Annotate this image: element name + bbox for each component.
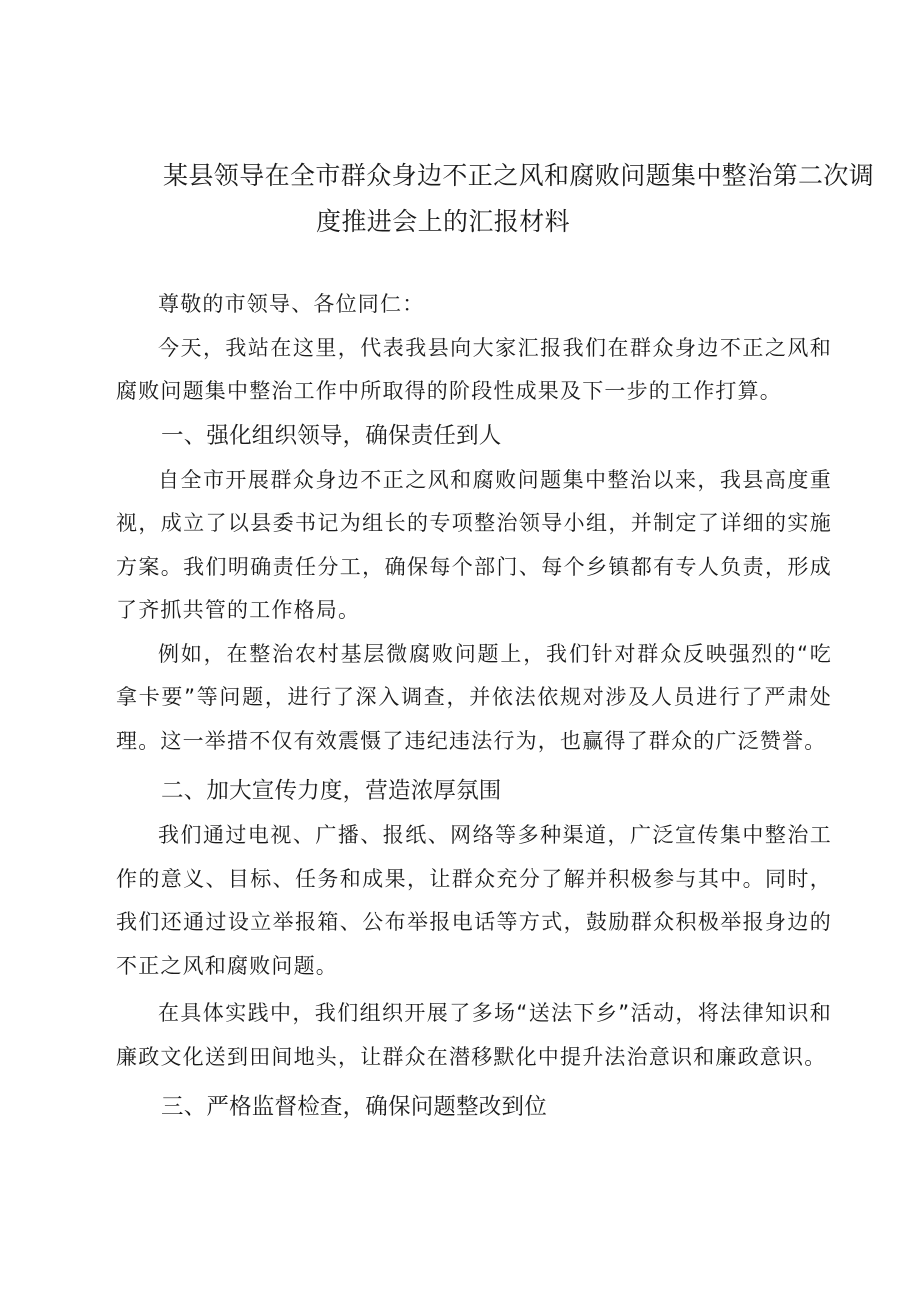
section-1-paragraph-2: 例如，在整治农村基层微腐败问题上，我们针对群众反映强烈的“吃拿卡要”等问题，进行了深入调查，并依法依规对涉及人员进行了严肃处理。这一举措不仅有效震慑了违纪违法行为，也赢得了群众的广泛赞誉。 [116,641,832,753]
section-1-paragraph-1: 自全市开展群众身边不正之风和腐败问题集中整治以来，我县高度重视，成立了以县委书记为组长的专项整治领导小组，并制定了详细的实施方案。我们明确责任分工，确保每个部门、每个乡镇都有专人负责，形成了齐抓共管的工作格局。 [116,467,832,622]
title-line-1: 某县领导在全市群众身边不正之风和腐败问题集中整治第二次调 [163,161,875,190]
salutation: 尊敬的市领导、各位同仁： [158,292,425,316]
title-line-2: 度推进会上的汇报材料 [316,207,571,236]
intro-paragraph: 今天，我站在这里，代表我县向大家汇报我们在群众身边不正之风和腐败问题集中整治工作中所取得的阶段性成果及下一步的工作打算。 [116,335,832,403]
section-2-paragraph-2: 在具体实践中，我们组织开展了多场“送法下乡”活动，将法律知识和廉政文化送到田间地头，让群众在潜移默化中提升法治意识和廉政意识。 [116,1001,832,1069]
section-2-heading: 二、加大宣传力度，营造浓厚氛围 [161,778,502,804]
document-body [116,283,832,1130]
section-2-paragraph-1: 我们通过电视、广播、报纸、网络等多种渠道，广泛宣传集中整治工作的意义、目标、任务和成果，让群众充分了解并积极参与其中。同时，我们还通过设立举报箱、公布举报电话等方式，鼓励群众积极举报身边的不正之风和腐败问题。 [116,823,832,978]
section-1-heading: 一、强化组织领导，确保责任到人 [161,422,502,449]
document-title [0,153,920,245]
section-3-heading: 三、严格监督检查，确保问题整改到位 [161,1094,547,1120]
